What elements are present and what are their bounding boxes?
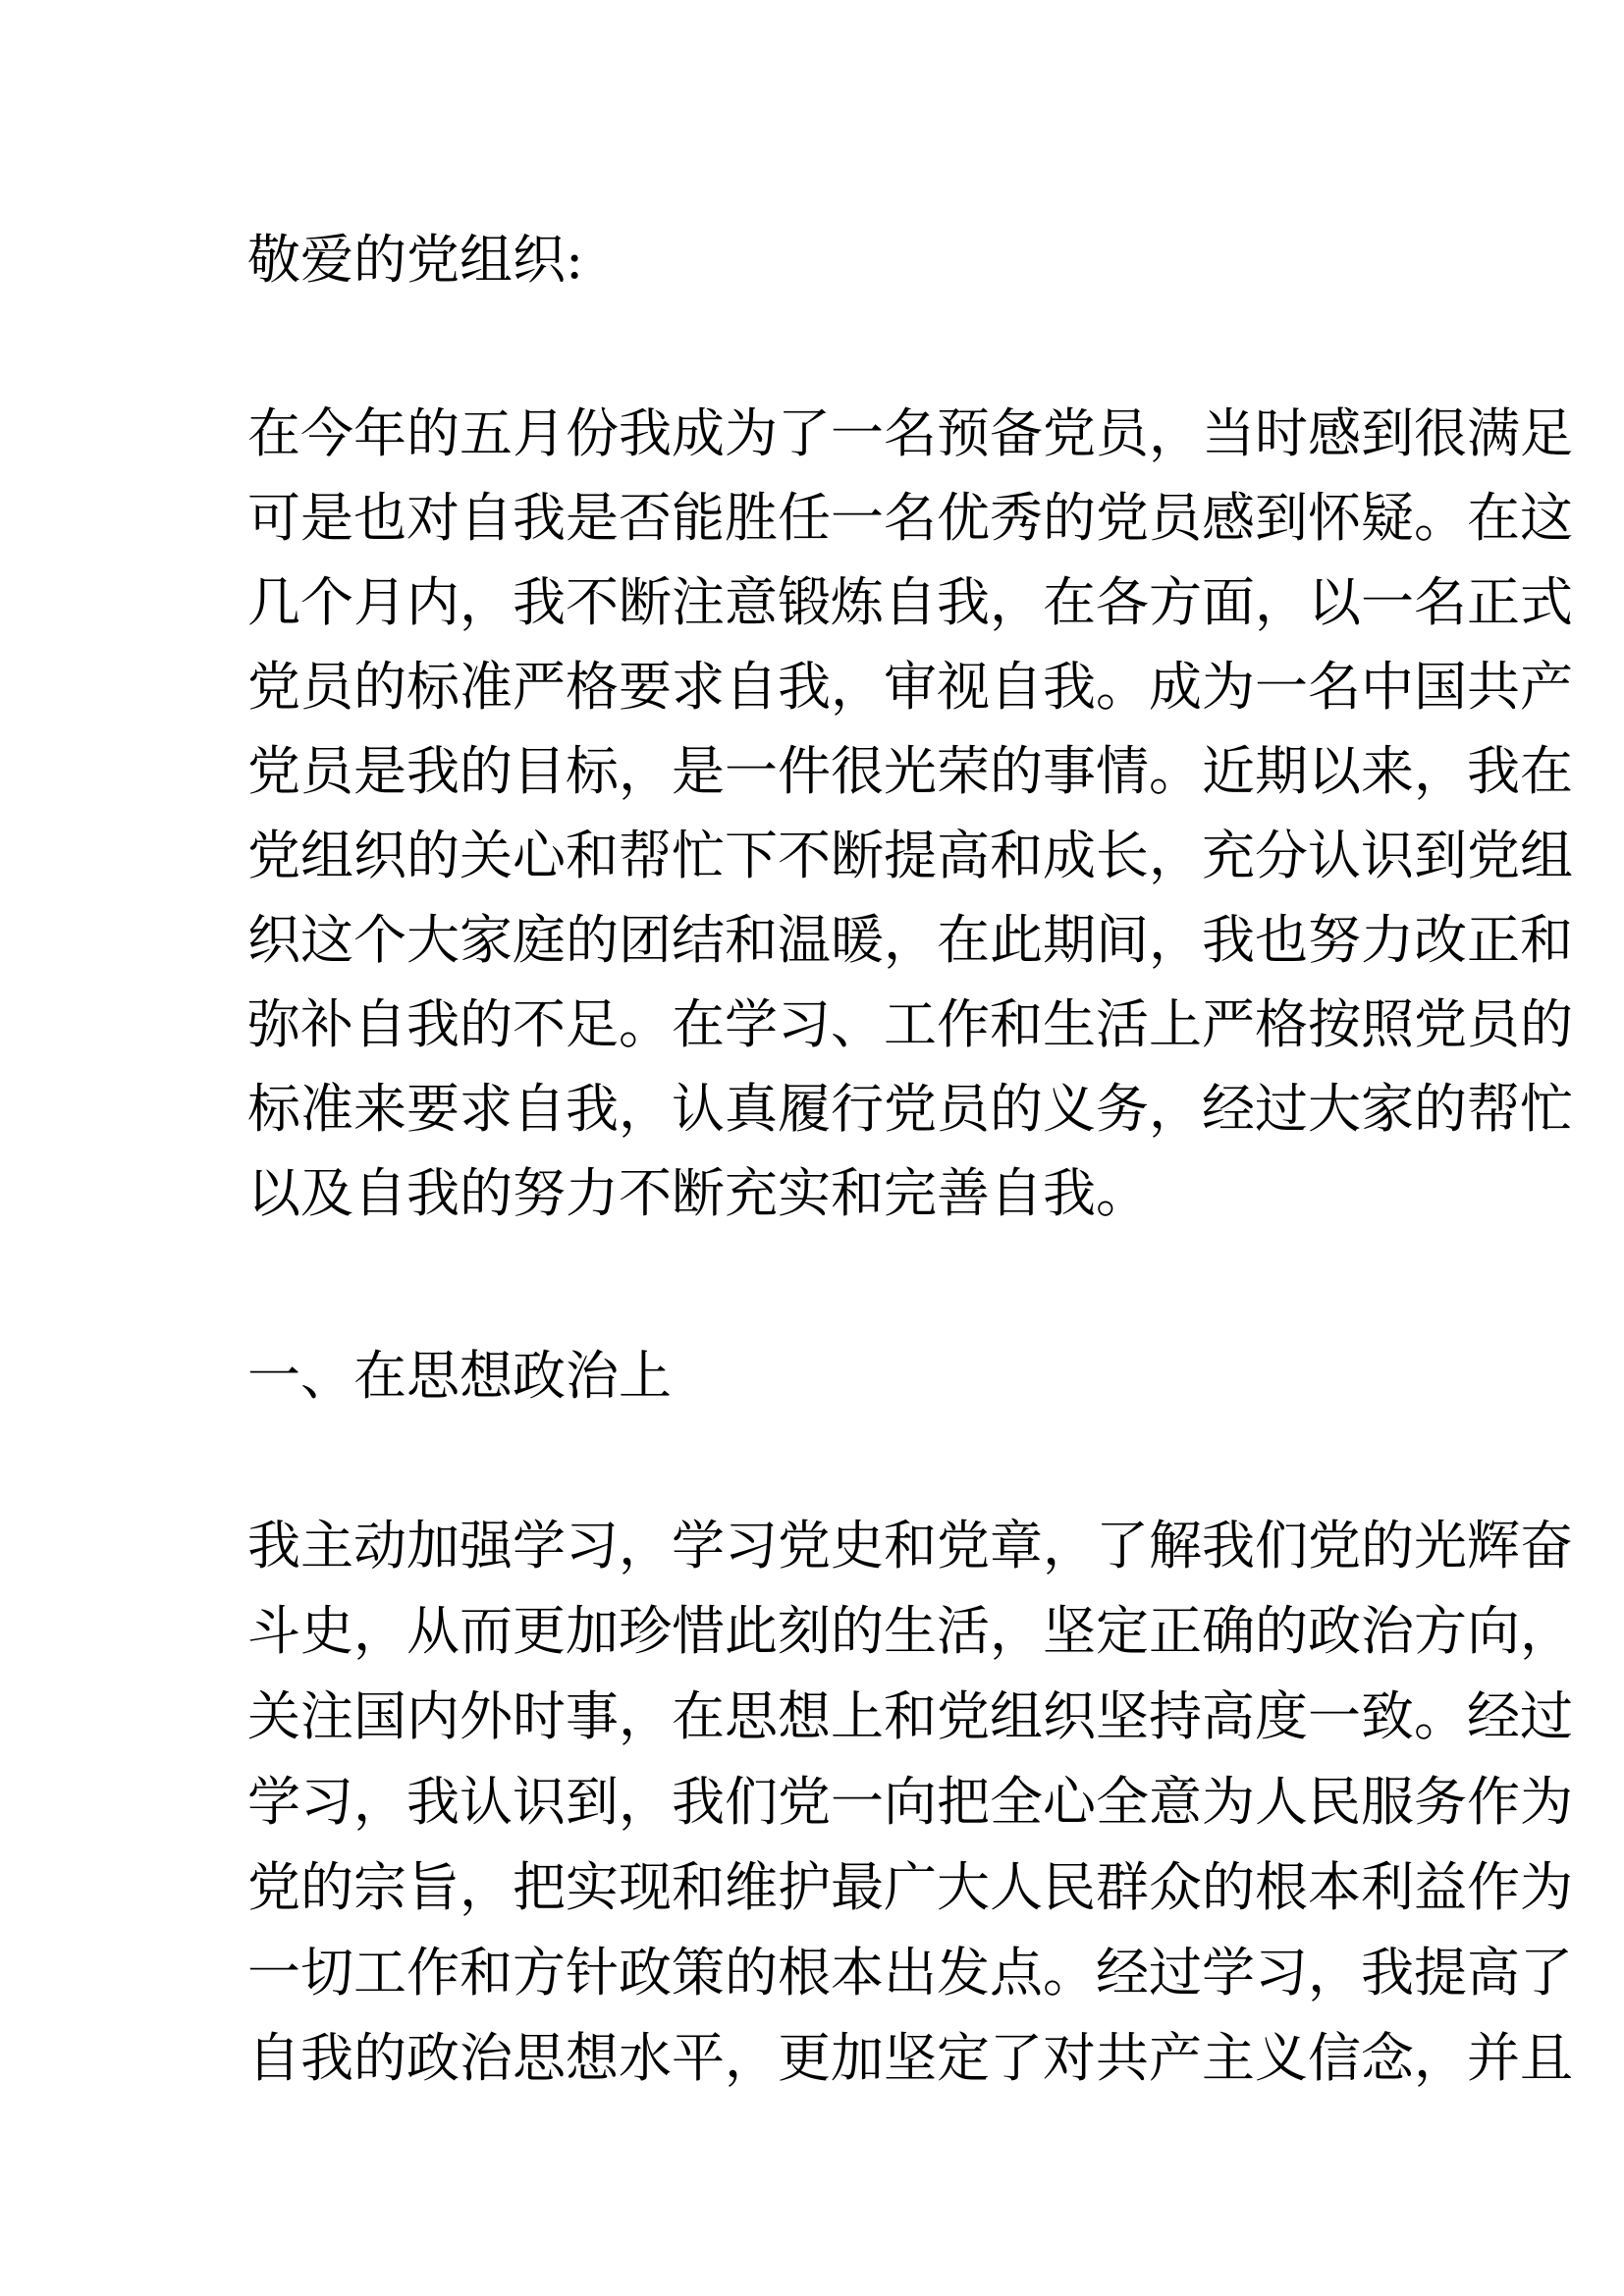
text-line: 关注国内外时事，在思想上和党组织坚持高度一致。经过	[247, 1685, 1573, 1747]
text-line: 党的宗旨，把实现和维护最广大人民群众的根本利益作为	[247, 1856, 1573, 1918]
text-line: 可是也对自我是否能胜任一名优秀的党员感到怀疑。在这	[247, 487, 1573, 549]
text-line: 党员是我的目标，是一件很光荣的事情。近期以来，我在	[247, 740, 1573, 802]
text-line: 织这个大家庭的团结和温暖，在此期间，我也努力改正和	[247, 909, 1573, 971]
text-line: 党员的标准严格要求自我，审视自我。成为一名中国共产	[247, 656, 1573, 718]
text-line: 几个月内，我不断注意锻炼自我，在各方面，以一名正式	[247, 571, 1573, 633]
text-line: 标准来要求自我，认真履行党员的义务，经过大家的帮忙	[247, 1078, 1573, 1140]
text-line: 一切工作和方针政策的根本出发点。经过学习，我提高了	[247, 1942, 1573, 2003]
text-line: 以及自我的努力不断充实和完善自我。	[247, 1162, 1149, 1224]
text-line: 弥补自我的不足。在学习、工作和生活上严格按照党员的	[247, 993, 1573, 1055]
text-line: 在今年的五月份我成为了一名预备党员，当时感到很满足	[247, 402, 1573, 464]
text-line: 斗史，从而更加珍惜此刻的生活，坚定正确的政治方向，	[247, 1600, 1573, 1662]
text-line: 我主动加强学习，学习党史和党章，了解我们党的光辉奋	[247, 1515, 1573, 1576]
text-line: 学习，我认识到，我们党一向把全心全意为人民服务作为	[247, 1771, 1573, 1833]
section-heading: 一、在思想政治上	[247, 1345, 672, 1407]
greeting: 敬爱的党组织:	[247, 229, 584, 291]
text-line: 自我的政治思想水平，更加坚定了对共产主义信念，并且	[247, 2027, 1573, 2089]
text-line: 党组织的关心和帮忙下不断提高和成长，充分认识到党组	[247, 825, 1573, 886]
